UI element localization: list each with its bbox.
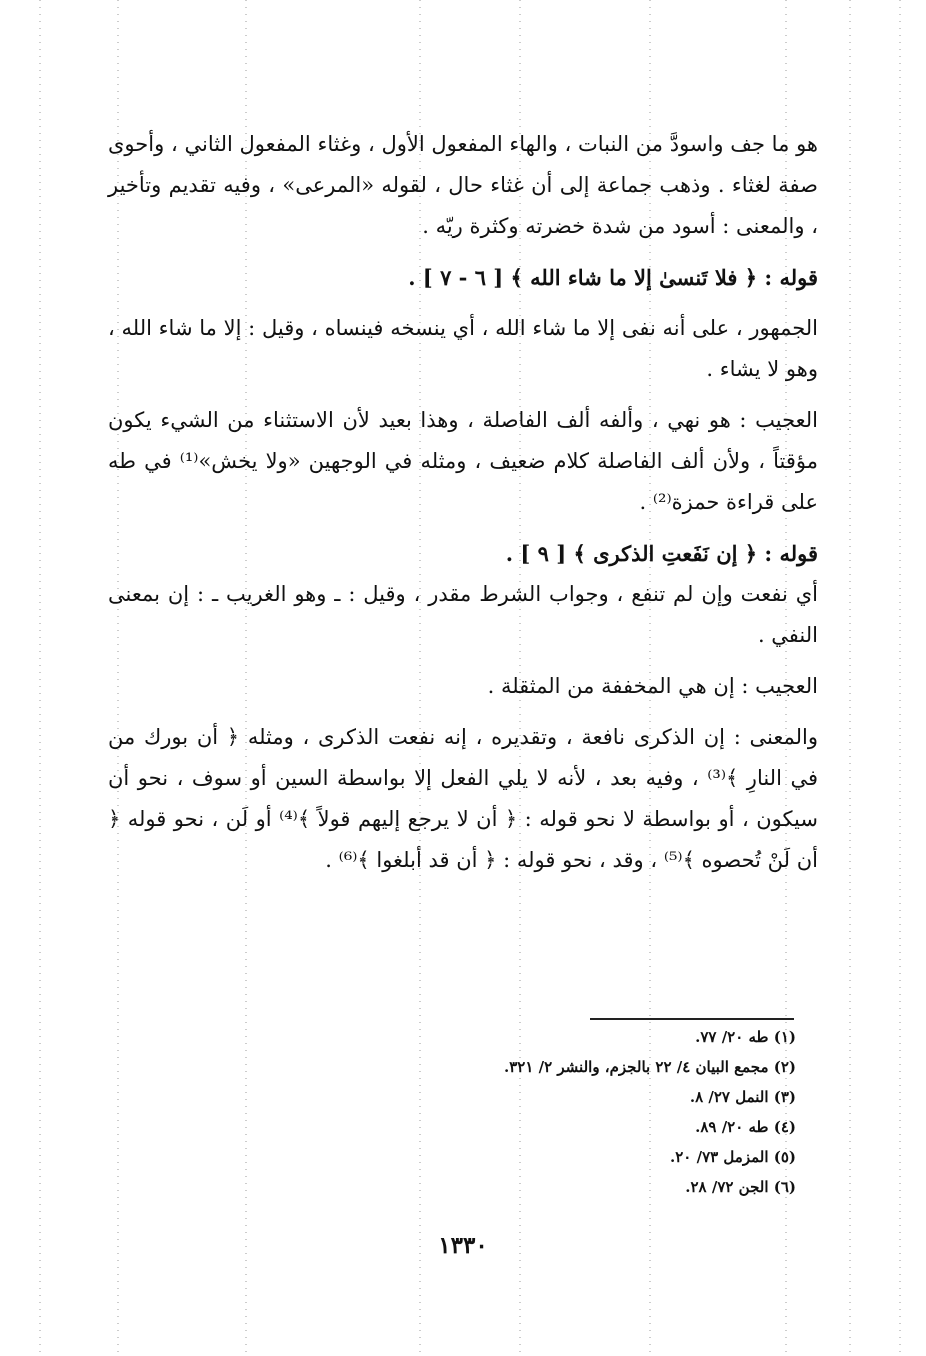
footnote-4: (٤) طه ٢٠/ ٨٩. xyxy=(695,1118,796,1136)
footnote-5: (٥) المزمل ٧٣/ ٢٠. xyxy=(670,1148,796,1166)
footnote-3: (٣) النمل ٢٧/ ٨. xyxy=(689,1088,796,1106)
paragraph-4: أي نفعت وإن لم تنفع ، وجواب الشرط مقدر ، وقيل : ـ وهو الغريب ـ : إن بمعنى النفي . xyxy=(108,582,818,647)
paragraph-1: هو ما جف واسودَّ من النبات ، والهاء المفعول الأول ، وغثاء المفعول الثاني ، وأحوى صفة لغثاء . وذهب جماعة إلى أن غثاء حال ، لقوله «المرعى» ، وفيه تقديم وتأخير ، والمعنى : أسود من شدة خضرته وكثرة ريّه . xyxy=(108,132,818,238)
footnote-divider xyxy=(590,1018,794,1020)
page-body xyxy=(108,124,818,881)
footnote-1: (١) طه ٢٠/ ٧٧. xyxy=(695,1028,796,1046)
paragraph-6: والمعنى : إن الذكرى نافعة ، وتقديره ، إنه نفعت الذكرى ، ومثله ﴿ أن بورك من في النارِ ﴾⁽³⁾ ، وفيه بعد ، لأنه لا يلي الفعل إلا بواسطة السين أو سوف ، نحو أن سيكون ، أو بواسطة لا نحو قوله : ﴿ أن لا يرجع إليهم قولاً ﴾⁽⁴⁾ أو لَن ، نحو قوله ﴿ أن لَنْ تُحصوه ﴾⁽⁵⁾ ، وقد ، نحو قوله : ﴿ أن قد أبلغوا ﴾⁽⁶⁾ . xyxy=(108,725,818,872)
footnotes-list xyxy=(196,1022,796,1202)
paragraph-3: العجيب : هو نهي ، وألفه ألف الفاصلة ، وهذا بعيد لأن الاستثناء من الشيء يكون مؤقتاً ، ولأن ألف الفاصلة كلام ضعيف ، ومثله في الوجهين «ولا يخش»⁽¹⁾ في طه على قراءة حمزة⁽²⁾ . xyxy=(108,408,818,514)
paragraph-2: الجمهور ، على أنه نفى إلا ما شاء الله ، أي ينسخه فينساه ، وقيل : إلا ما شاء الله ، وهو لا يشاء . xyxy=(108,316,818,381)
verse-heading-2: قوله : ﴿ إن نَفَعتِ الذكرى ﴾ [ ٩ ] . xyxy=(505,541,818,566)
paragraph-5: العجيب : إن هي المخففة من المثقلة . xyxy=(487,674,818,698)
verse-heading-1: قوله : ﴿ فلا تَنسىٰ إلا ما شاء الله ﴾ [ ٦ - ٧ ] . xyxy=(408,265,818,290)
footnote-2: (٢) مجمع البيان ٤/ ٢٢ بالجزم، والنشر ٢/ ٣٢١. xyxy=(504,1058,796,1076)
page-number: ١٣٣٠ xyxy=(438,1232,488,1259)
footnote-6: (٦) الجن ٧٢/ ٢٨. xyxy=(685,1178,796,1196)
